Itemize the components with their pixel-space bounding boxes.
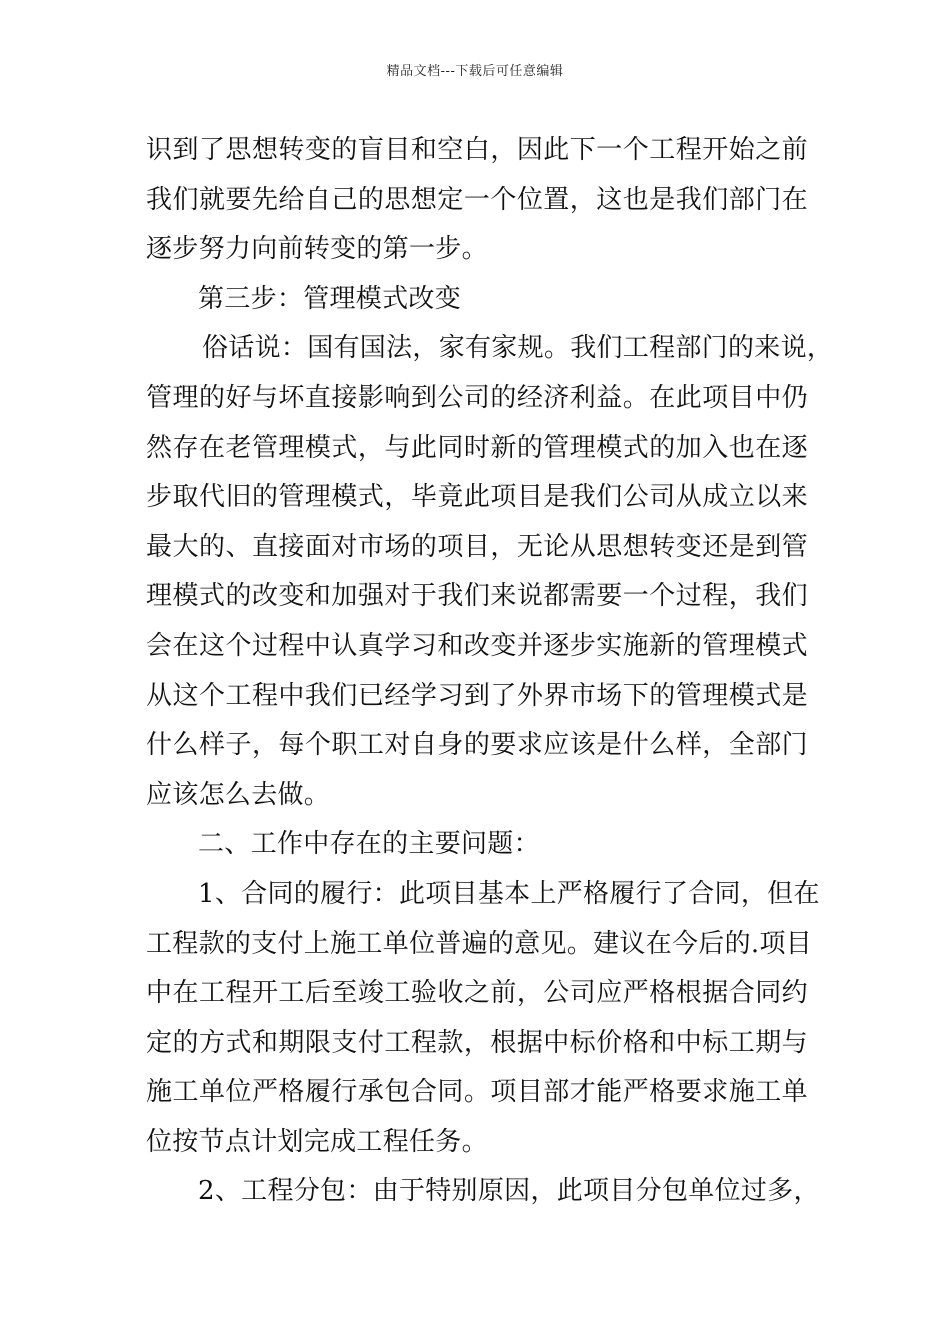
body-line: 位按节点计划完成工程任务。 (146, 1126, 488, 1157)
body-line: 然存在老管理模式，与此同时新的管理模式的加入也在逐 (146, 432, 808, 463)
body-line: 施工单位严格履行承包合同。项目部才能严格要求施工单 (146, 1077, 808, 1108)
section-heading: 二、工作中存在的主要问题： (198, 829, 540, 860)
body-line: 我们就要先给自己的思想定一个位置，这也是我们部门在 (146, 184, 808, 215)
body-line: 步取代旧的管理模式，毕竟此项目是我们公司从成立以来 (146, 482, 808, 513)
body-line: 理模式的改变和加强对于我们来说都需要一个过程，我们 (146, 581, 808, 612)
body-line: 会在这个过程中认真学习和改变并逐步实施新的管理模式 (146, 630, 808, 661)
page-header: 精品文档---下载后可任意编辑 (386, 64, 564, 79)
body-line: 中在工程开工后至竣工验收之前，公司应严格根据合同约 (146, 978, 808, 1009)
body-line: 逐步努力向前转变的第一步。 (146, 234, 488, 265)
body-line: 俗话说：国有国法，家有家规。我们工程部门的来说， (202, 333, 834, 364)
body-line: 2、工程分包：由于特别原因，此项目分包单位过多， (198, 1176, 820, 1207)
body-line: 1、合同的履行：此项目基本上严格履行了合同，但在 (198, 878, 820, 909)
body-line: 识到了思想转变的盲目和空白，因此下一个工程开始之前 (146, 135, 808, 165)
body-line: 什么样子，每个职工对自身的要求应该是什么样，全部门 (146, 730, 808, 761)
body-line: 管理的好与坏直接影响到公司的经济利益。在此项目中仍 (146, 382, 808, 413)
body-line: 工程款的支付上施工单位普遍的意见。建议在今后的.项目 (146, 928, 813, 959)
body-line: 从这个工程中我们已经学习到了外界市场下的管理模式是 (146, 680, 808, 711)
section-heading: 第三步：管理模式改变 (198, 283, 462, 314)
document-body (146, 126, 834, 1217)
body-line: 最大的、直接面对市场的项目，无论从思想转变还是到管 (146, 531, 808, 562)
body-line: 应该怎么去做。 (146, 779, 331, 810)
body-line: 定的方式和期限支付工程款，根据中标价格和中标工期与 (146, 1027, 808, 1058)
